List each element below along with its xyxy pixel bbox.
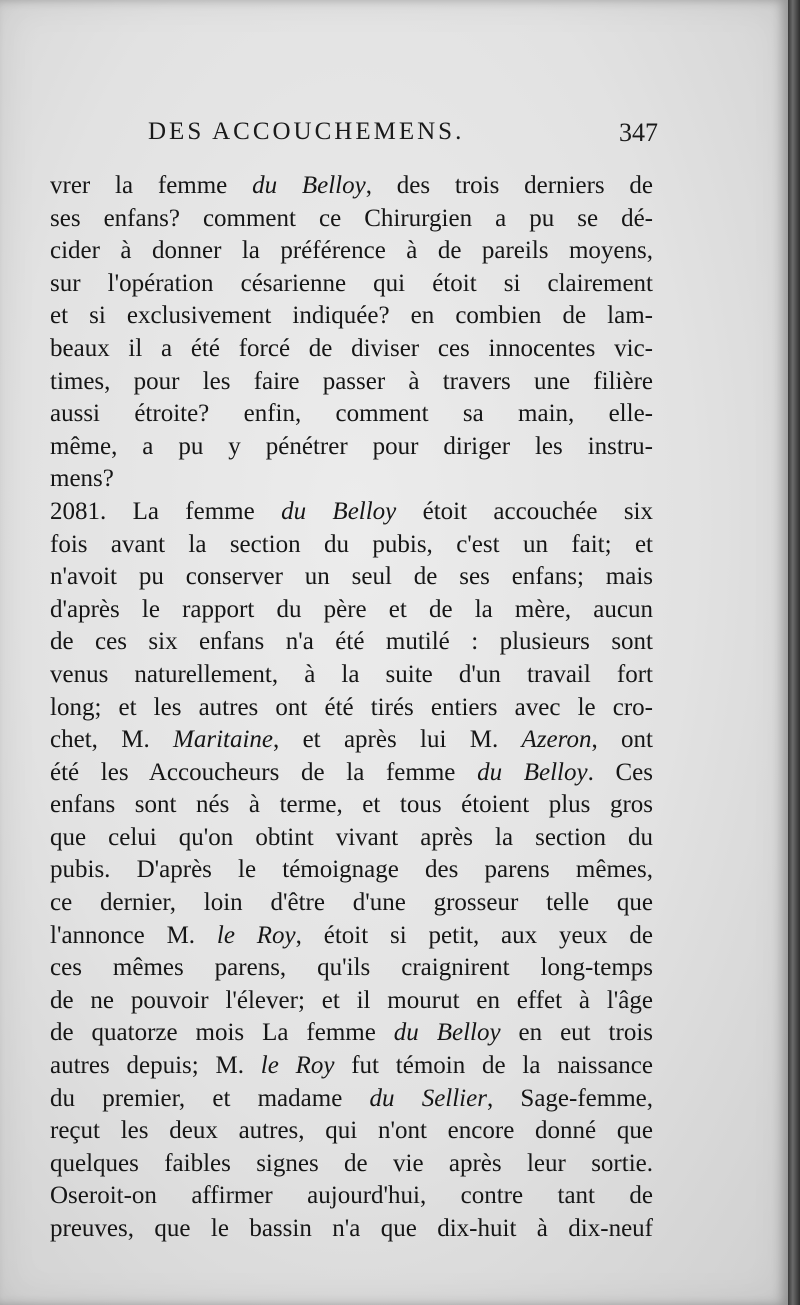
text-segment: chet, M.	[50, 726, 174, 754]
italic-text: du Belloy	[281, 497, 397, 525]
text-segment: , ont	[591, 726, 653, 754]
text-line	[50, 854, 653, 887]
text-segment: times, pour les faire passer à travers une filière	[50, 367, 653, 395]
italic-text: du Belloy	[393, 1019, 501, 1047]
italic-text: le Roy	[260, 1052, 335, 1080]
text-segment: reçut les deux autres, qui n'ont encore donné que	[50, 1117, 653, 1145]
text-segment: venus naturellement, à la suite d'un travail fort	[50, 660, 653, 688]
italic-text: du Belloy	[477, 758, 588, 786]
text-segment: , et après lui M.	[273, 726, 522, 754]
text-line	[50, 235, 653, 268]
text-segment: en eut trois	[500, 1019, 654, 1047]
text-line	[50, 757, 653, 790]
text-segment: beaux il a été forcé de diviser ces innocentes vic-	[50, 334, 653, 362]
text-segment: . Ces	[587, 758, 654, 786]
text-segment: l'annonce M.	[50, 921, 217, 949]
text-line	[50, 692, 653, 725]
text-segment: ces mêmes parens, qu'ils craignirent long-temps	[50, 954, 653, 982]
page-number: 347	[619, 118, 658, 147]
text-segment: que celui qu'on obtint vivant après la section du	[50, 823, 653, 851]
text-line	[50, 887, 653, 920]
text-line	[50, 1213, 653, 1246]
text-line	[50, 463, 653, 496]
text-segment: d'après le rapport du père et de la mère, aucun	[50, 595, 653, 623]
text-segment: , étoit si petit, aux yeux de	[295, 921, 653, 949]
text-segment: Oseroit-on affirmer aujourd'hui, contre tant de	[50, 1182, 653, 1210]
text-segment: ce dernier, loin d'être d'une grosseur telle que	[50, 889, 653, 917]
text-line	[50, 203, 653, 236]
text-line	[50, 789, 653, 822]
text-line	[50, 594, 653, 627]
text-segment: de quatorze mois La femme	[50, 1019, 394, 1047]
text-line	[50, 724, 653, 757]
text-segment: 2081. La femme	[50, 497, 282, 525]
text-segment: du premier, et madame	[50, 1084, 370, 1112]
text-segment: étoit accouchée six	[396, 497, 654, 525]
text-line	[50, 952, 653, 985]
text-line	[50, 268, 653, 301]
text-segment: de ces six enfans n'a été mutilé : plusieurs sont	[50, 628, 653, 656]
text-line	[50, 1180, 653, 1213]
text-line	[50, 431, 653, 464]
text-line	[50, 300, 653, 333]
text-line	[50, 496, 653, 529]
text-line	[50, 366, 653, 399]
text-segment: , Sage-femme,	[486, 1084, 653, 1112]
text-segment: enfans sont nés à terme, et tous étoient plus gros	[50, 791, 653, 819]
text-line	[50, 529, 653, 562]
page-header	[148, 118, 658, 158]
text-segment: fut témoin de la naissance	[334, 1052, 653, 1080]
text-segment: cider à donner la préférence à de pareils moyens,	[50, 237, 653, 265]
italic-text: Azeron	[521, 726, 592, 754]
text-segment: mens?	[50, 465, 114, 493]
italic-text: du Belloy	[252, 172, 366, 199]
text-line	[50, 985, 653, 1018]
text-line	[50, 170, 653, 203]
text-segment: pubis. D'après le témoignage des parens mêmes,	[50, 856, 653, 884]
body-text	[50, 170, 653, 1246]
text-segment: même, a pu y pénétrer pour diriger les instru-	[50, 432, 653, 460]
text-segment: , des trois derniers de	[365, 172, 654, 199]
text-segment: fois avant la section du pubis, c'est un fait; et	[50, 530, 653, 558]
italic-text: Maritaine	[173, 726, 274, 754]
text-segment: ses enfans? comment ce Chirurgien a pu se dé-	[50, 204, 653, 232]
running-title: DES ACCOUCHEMENS.	[148, 118, 465, 145]
text-segment: et si exclusivement indiquée? en combien de lam-	[50, 302, 653, 330]
text-segment: sur l'opération césarienne qui étoit si clairement	[50, 269, 653, 297]
text-line	[50, 1115, 653, 1148]
text-segment: de ne pouvoir l'élever; et il mourut en effet à l'âge	[50, 986, 653, 1014]
text-segment: long; et les autres ont été tirés entiers avec le cro-	[50, 693, 653, 721]
text-line	[50, 1017, 653, 1050]
page-edge	[788, 0, 800, 1305]
text-line	[50, 1083, 653, 1116]
text-line	[50, 822, 653, 855]
text-line	[50, 333, 653, 366]
text-segment: vrer la femme	[50, 172, 253, 199]
text-segment: quelques faibles signes de vie après leur sortie.	[50, 1149, 653, 1177]
text-line	[50, 659, 653, 692]
italic-text: le Roy	[216, 921, 296, 949]
text-line	[50, 561, 653, 594]
text-segment: été les Accoucheurs de la femme	[50, 758, 478, 786]
text-line	[50, 920, 653, 953]
text-line	[50, 626, 653, 659]
italic-text: du Sellier	[369, 1084, 487, 1112]
text-segment: autres depuis; M.	[50, 1052, 261, 1080]
text-segment: aussi étroite? enfin, comment sa main, elle-	[50, 400, 653, 428]
text-segment: preuves, que le bassin n'a que dix-huit à dix-neuf	[50, 1215, 653, 1242]
text-segment: n'avoit pu conserver un seul de ses enfans; mais	[50, 563, 653, 591]
text-line	[50, 1050, 653, 1083]
text-line	[50, 398, 653, 431]
text-line	[50, 1148, 653, 1181]
